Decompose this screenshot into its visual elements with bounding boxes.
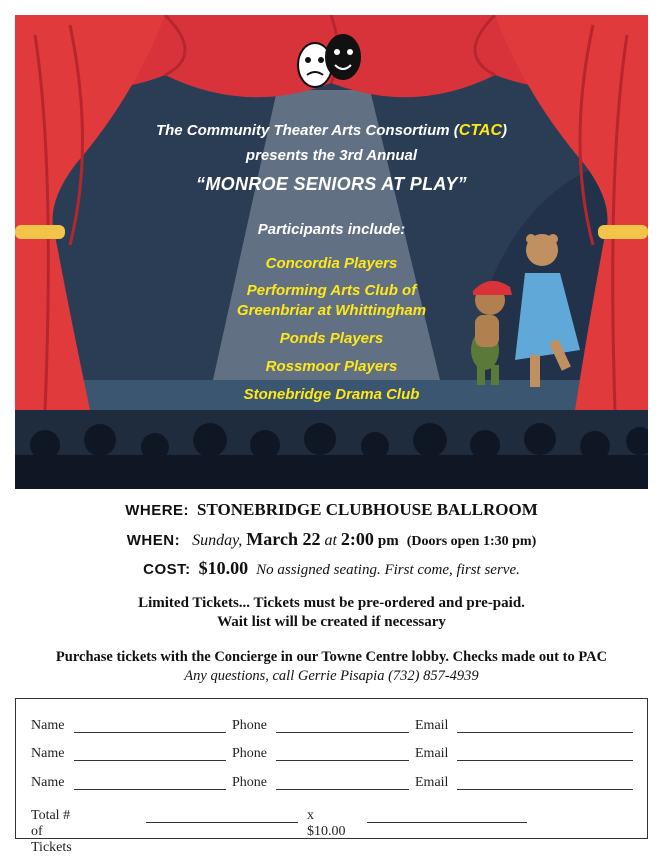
presenter-line — [15, 122, 648, 140]
email-field-3[interactable] — [457, 789, 633, 790]
where-label: WHERE: — [125, 502, 190, 519]
when-time: 2:00 — [340, 529, 374, 549]
email-field-1[interactable] — [457, 732, 633, 733]
phone-field-2[interactable] — [276, 760, 409, 761]
presents-line: presents the 3rd Annual — [245, 147, 418, 164]
event-title: “MONROE SENIORS AT PLAY” — [196, 174, 467, 194]
name-field-3[interactable] — [74, 789, 226, 790]
purchase-instructions: Purchase tickets with the Concierge in our Towne Centre lobby. Checks made out to PAC — [55, 649, 608, 665]
name-label: Name — [31, 775, 65, 790]
audience-silhouettes — [15, 423, 648, 489]
when-pm: pm — [377, 533, 399, 549]
when-label: WHEN: — [126, 532, 181, 549]
presenter-text: The Community Theater Arts Consortium ( — [155, 122, 459, 139]
email-label: Email — [415, 718, 449, 733]
cost-note: No assigned seating. First come, first serve. — [256, 562, 520, 578]
presenter-close-paren: ) — [502, 122, 508, 139]
where-value: STONEBRIDGE CLUBHOUSE BALLROOM — [197, 500, 538, 519]
price-label: x $10.00 — [307, 808, 346, 839]
ticket-order-form — [15, 698, 648, 855]
when-date: March 22 — [246, 529, 321, 549]
questions-contact: Any questions, call Gerrie Pisapia (732) 857-4939 — [184, 668, 479, 684]
when-day: Sunday, — [192, 532, 243, 549]
participant-rossmoor: Rossmoor Players — [265, 358, 398, 375]
phone-label: Phone — [232, 746, 267, 761]
participant-stonebridge: Stonebridge Drama Club — [243, 386, 420, 403]
email-field-2[interactable] — [457, 760, 633, 761]
limited-tickets-line1: Limited Tickets... Tickets must be pre-ordered and pre-paid. — [138, 595, 525, 611]
participant-performing-arts-club-2: Greenbriar at Whittingham — [236, 302, 427, 319]
email-label: Email — [415, 746, 449, 761]
email-label: Email — [415, 775, 449, 790]
presenter-acronym: CTAC — [458, 122, 503, 139]
stage-illustration — [15, 15, 648, 489]
cost-row — [0, 558, 663, 579]
phone-field-3[interactable] — [276, 789, 409, 790]
participant-performing-arts-club-1: Performing Arts Club of — [246, 282, 417, 299]
participants-heading: Participants include: — [257, 221, 406, 238]
participant-concordia: Concordia Players — [265, 255, 398, 272]
total-tickets-field[interactable] — [146, 822, 298, 823]
when-row — [0, 529, 663, 550]
name-field-2[interactable] — [74, 760, 226, 761]
when-doors: (Doors open 1:30 pm) — [406, 534, 537, 549]
cost-value: $10.00 — [198, 558, 249, 578]
total-amount-field[interactable] — [367, 822, 527, 823]
name-field-1[interactable] — [74, 732, 226, 733]
where-row — [0, 500, 663, 520]
cost-label: COST: — [143, 561, 191, 578]
when-at: at — [324, 532, 337, 549]
total-tickets-label: Total # of Tickets — [31, 808, 72, 855]
name-label: Name — [31, 718, 65, 733]
participant-ponds: Ponds Players — [279, 330, 384, 347]
limited-tickets-line2: Wait list will be created if necessary — [217, 614, 446, 630]
phone-label: Phone — [232, 775, 267, 790]
name-label: Name — [31, 746, 65, 761]
poster-image — [15, 15, 648, 489]
phone-field-1[interactable] — [276, 732, 409, 733]
phone-label: Phone — [232, 718, 267, 733]
